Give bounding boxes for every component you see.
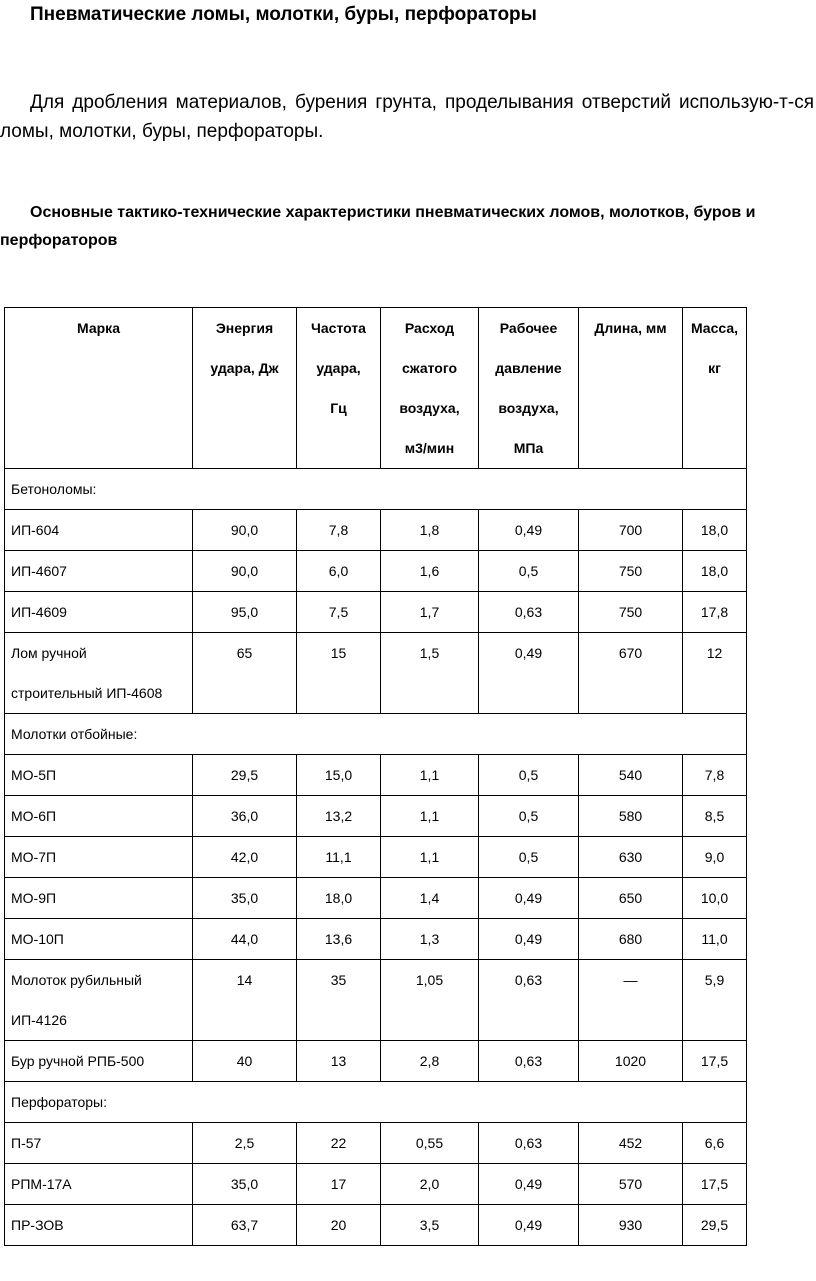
value-cell: 540 xyxy=(579,755,683,796)
value-cell: 7,5 xyxy=(297,592,381,633)
column-header xyxy=(479,308,579,469)
value-cell: 6,0 xyxy=(297,551,381,592)
value-cell: 40 xyxy=(193,1041,297,1082)
value-cell: 5,9 xyxy=(683,960,747,1041)
value-cell: 0,49 xyxy=(479,1164,579,1205)
column-header xyxy=(579,308,683,469)
value-cell: 6,6 xyxy=(683,1123,747,1164)
value-cell: 1020 xyxy=(579,1041,683,1082)
value-cell: 20 xyxy=(297,1205,381,1246)
page-title: Пневматические ломы, молотки, буры, перфораторы xyxy=(30,4,537,25)
value-cell: 13,6 xyxy=(297,919,381,960)
group-label: Молотки отбойные: xyxy=(5,714,747,755)
value-cell: 750 xyxy=(579,592,683,633)
value-cell: 18,0 xyxy=(683,510,747,551)
row-name-cell xyxy=(5,755,193,796)
group-row xyxy=(5,1082,747,1123)
value-cell: 7,8 xyxy=(683,755,747,796)
value-cell: 570 xyxy=(579,1164,683,1205)
value-cell: 2,8 xyxy=(381,1041,479,1082)
group-row xyxy=(5,714,747,755)
value-cell: 3,5 xyxy=(381,1205,479,1246)
value-cell: 35,0 xyxy=(193,878,297,919)
column-header-line: м3/мин xyxy=(404,440,455,456)
row-name-cell xyxy=(5,919,193,960)
row-name-cell xyxy=(5,633,193,714)
table-row xyxy=(5,633,747,714)
column-header-line: Энергия xyxy=(215,320,274,336)
row-name-cell xyxy=(5,551,193,592)
row-name-cell xyxy=(5,837,193,878)
table-row xyxy=(5,1041,747,1082)
value-cell: 670 xyxy=(579,633,683,714)
value-cell: 11,0 xyxy=(683,919,747,960)
column-header-line: кг xyxy=(708,360,721,376)
table-row xyxy=(5,837,747,878)
value-cell: 17,5 xyxy=(683,1164,747,1205)
row-name-line: МО-6П xyxy=(11,808,57,824)
value-cell: 63,7 xyxy=(193,1205,297,1246)
table-row xyxy=(5,592,747,633)
row-name-line: РПМ-17А xyxy=(11,1176,72,1192)
row-name-line: МО-5П xyxy=(11,767,57,783)
table-caption: Основные тактико-технические характеристики пневматических ломов, молотков, буров и перфораторов xyxy=(0,204,756,249)
intro-paragraph: Для дробления материалов, бурения грунта, проделывания отверстий использую-т-ся ломы, молотки, буры, перфораторы. xyxy=(0,92,814,142)
column-header-line: МПа xyxy=(513,440,544,456)
row-name-cell xyxy=(5,592,193,633)
table-row xyxy=(5,919,747,960)
value-cell: 1,1 xyxy=(381,796,479,837)
row-name-line: П-57 xyxy=(11,1135,42,1151)
value-cell: 1,7 xyxy=(381,592,479,633)
column-header-line: Длина, мм xyxy=(594,320,667,336)
value-cell: 630 xyxy=(579,837,683,878)
value-cell: 580 xyxy=(579,796,683,837)
group-label: Бетоноломы: xyxy=(5,469,747,510)
column-header-line: Рабочее xyxy=(499,320,558,336)
value-cell: 1,5 xyxy=(381,633,479,714)
value-cell: 29,5 xyxy=(193,755,297,796)
column-header xyxy=(683,308,747,469)
row-name-line: ИП-604 xyxy=(11,522,60,538)
value-cell: 0,5 xyxy=(479,796,579,837)
row-name-line: МО-10П xyxy=(11,931,64,947)
column-header-line: Марка xyxy=(77,320,120,336)
column-header xyxy=(193,308,297,469)
table-row xyxy=(5,1164,747,1205)
table-row xyxy=(5,1123,747,1164)
value-cell: 1,05 xyxy=(381,960,479,1041)
value-cell: 18,0 xyxy=(297,878,381,919)
value-cell: 35 xyxy=(297,960,381,1041)
value-cell: 10,0 xyxy=(683,878,747,919)
value-cell: 2,5 xyxy=(193,1123,297,1164)
value-cell: 35,0 xyxy=(193,1164,297,1205)
value-cell: 12 xyxy=(683,633,747,714)
table-row xyxy=(5,1205,747,1246)
column-header-line: сжатого xyxy=(401,360,458,376)
value-cell: 11,1 xyxy=(297,837,381,878)
column-header-line: удара, xyxy=(316,360,361,376)
value-cell: 0,5 xyxy=(479,837,579,878)
value-cell: 0,63 xyxy=(479,592,579,633)
value-cell: 0,55 xyxy=(381,1123,479,1164)
value-cell: 680 xyxy=(579,919,683,960)
column-header-line: Масса, xyxy=(690,320,739,336)
value-cell: 930 xyxy=(579,1205,683,1246)
value-cell: 22 xyxy=(297,1123,381,1164)
value-cell: 36,0 xyxy=(193,796,297,837)
row-name-line: Бур ручной РПБ-500 xyxy=(11,1053,145,1069)
value-cell: 90,0 xyxy=(193,510,297,551)
row-name-cell xyxy=(5,878,193,919)
value-cell: 29,5 xyxy=(683,1205,747,1246)
row-name-line: Молоток рубильный xyxy=(11,972,142,988)
value-cell: 1,6 xyxy=(381,551,479,592)
row-name-line: строительный ИП-4608 xyxy=(11,685,163,701)
group-label: Перфораторы: xyxy=(5,1082,747,1123)
value-cell: 750 xyxy=(579,551,683,592)
value-cell: 0,49 xyxy=(479,633,579,714)
specs-table xyxy=(4,307,747,1246)
value-cell: 13 xyxy=(297,1041,381,1082)
row-name-line: ИП-4609 xyxy=(11,604,67,620)
table-row xyxy=(5,796,747,837)
value-cell: 0,63 xyxy=(479,960,579,1041)
table-row xyxy=(5,551,747,592)
value-cell: 1,8 xyxy=(381,510,479,551)
table-row xyxy=(5,755,747,796)
column-header xyxy=(5,308,193,469)
value-cell: 65 xyxy=(193,633,297,714)
value-cell: 1,3 xyxy=(381,919,479,960)
value-cell: 0,5 xyxy=(479,551,579,592)
table-body xyxy=(5,469,747,1246)
column-header-line: давление xyxy=(495,360,562,376)
value-cell: 18,0 xyxy=(683,551,747,592)
value-cell: 0,49 xyxy=(479,1205,579,1246)
value-cell: 2,0 xyxy=(381,1164,479,1205)
value-cell: 14 xyxy=(193,960,297,1041)
value-cell: 44,0 xyxy=(193,919,297,960)
column-header-line: Расход xyxy=(404,320,455,336)
row-name-cell xyxy=(5,1041,193,1082)
value-cell: 0,63 xyxy=(479,1041,579,1082)
value-cell: 15 xyxy=(297,633,381,714)
table-header-row xyxy=(5,308,747,469)
column-header-line: удара, Дж xyxy=(210,360,279,376)
value-cell: 17 xyxy=(297,1164,381,1205)
value-cell: 1,4 xyxy=(381,878,479,919)
row-name-line: Лом ручной xyxy=(11,645,87,661)
row-name-line: МО-7П xyxy=(11,849,57,865)
row-name-cell xyxy=(5,960,193,1041)
value-cell: 0,49 xyxy=(479,878,579,919)
table-row xyxy=(5,510,747,551)
row-name-cell xyxy=(5,796,193,837)
column-header xyxy=(381,308,479,469)
value-cell: 0,49 xyxy=(479,919,579,960)
value-cell: 0,49 xyxy=(479,510,579,551)
value-cell: 452 xyxy=(579,1123,683,1164)
value-cell: 9,0 xyxy=(683,837,747,878)
value-cell: 700 xyxy=(579,510,683,551)
value-cell: 0,63 xyxy=(479,1123,579,1164)
row-name-line: ПР-ЗОВ xyxy=(11,1217,64,1233)
value-cell: 42,0 xyxy=(193,837,297,878)
row-name-cell xyxy=(5,510,193,551)
value-cell: 1,1 xyxy=(381,755,479,796)
column-header-line: Гц xyxy=(330,400,347,416)
value-cell: 8,5 xyxy=(683,796,747,837)
table-row xyxy=(5,960,747,1041)
value-cell: 90,0 xyxy=(193,551,297,592)
column-header-line: воздуха, xyxy=(498,400,559,416)
column-header xyxy=(297,308,381,469)
value-cell: 0,5 xyxy=(479,755,579,796)
value-cell: 650 xyxy=(579,878,683,919)
group-row xyxy=(5,469,747,510)
row-name-line: ИП-4126 xyxy=(11,1012,67,1028)
row-name-cell xyxy=(5,1164,193,1205)
column-header-line: воздуха, xyxy=(399,400,460,416)
value-cell: 13,2 xyxy=(297,796,381,837)
value-cell: — xyxy=(579,960,683,1041)
value-cell: 95,0 xyxy=(193,592,297,633)
column-header-line: Частота xyxy=(311,320,366,336)
table-row xyxy=(5,878,747,919)
value-cell: 15,0 xyxy=(297,755,381,796)
row-name-line: МО-9П xyxy=(11,890,57,906)
row-name-cell xyxy=(5,1123,193,1164)
value-cell: 17,8 xyxy=(683,592,747,633)
value-cell: 7,8 xyxy=(297,510,381,551)
row-name-cell xyxy=(5,1205,193,1246)
row-name-line: ИП-4607 xyxy=(11,563,67,579)
value-cell: 1,1 xyxy=(381,837,479,878)
value-cell: 17,5 xyxy=(683,1041,747,1082)
